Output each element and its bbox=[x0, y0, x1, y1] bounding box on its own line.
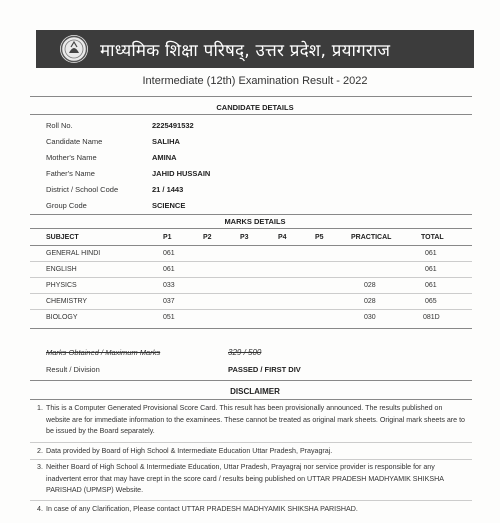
subject-cell: ENGLISH bbox=[46, 266, 77, 273]
mother-name-label: Mother's Name bbox=[46, 153, 97, 162]
p1-cell: 033 bbox=[163, 282, 175, 289]
divider bbox=[30, 459, 472, 460]
disclaimer-text: Data provided by Board of High School & Intermediate Education Uttar Pradesh, Prayagraj. bbox=[46, 447, 333, 455]
divider bbox=[30, 500, 472, 501]
result-division-value: PASSED / FIRST DIV bbox=[228, 365, 301, 374]
roll-no-value: 2225491532 bbox=[152, 121, 194, 130]
father-name-label: Father's Name bbox=[46, 169, 95, 178]
divider bbox=[30, 380, 472, 381]
divider bbox=[30, 214, 472, 215]
total-cell: 065 bbox=[425, 298, 437, 305]
list-item bbox=[37, 446, 466, 458]
district-school-code-label: District / School Code bbox=[46, 185, 119, 194]
disclaimer-number: 1. bbox=[37, 404, 43, 412]
p1-cell: 051 bbox=[163, 314, 175, 321]
p1-cell: 061 bbox=[163, 266, 175, 273]
total-header: TOTAL bbox=[421, 234, 444, 241]
roll-no-label: Roll No. bbox=[46, 121, 73, 130]
divider bbox=[30, 328, 472, 329]
divider bbox=[30, 228, 472, 229]
district-school-code-value: 21 / 1443 bbox=[152, 185, 184, 194]
result-division-label: Result / Division bbox=[46, 365, 100, 374]
divider bbox=[30, 96, 472, 97]
disclaimer-number: 2. bbox=[37, 447, 43, 455]
disclaimer-heading: DISCLAIMER bbox=[230, 387, 280, 396]
disclaimer-number: 3. bbox=[37, 463, 43, 471]
candidate-name-label: Candidate Name bbox=[46, 137, 103, 146]
subject-cell: CHEMISTRY bbox=[46, 298, 88, 305]
divider bbox=[30, 309, 472, 310]
practical-cell: 028 bbox=[364, 298, 376, 305]
p1-cell: 061 bbox=[163, 250, 175, 257]
p3-header: P3 bbox=[240, 234, 249, 241]
disclaimer-number: 4. bbox=[37, 505, 43, 513]
exam-result-title: Intermediate (12th) Examination Result - 2022 bbox=[142, 75, 368, 87]
marks-obtained-value: 329 / 500 bbox=[228, 348, 262, 357]
divider bbox=[30, 114, 472, 115]
practical-header: PRACTICAL bbox=[351, 234, 392, 241]
board-header-banner bbox=[36, 30, 474, 68]
subject-cell: GENERAL HINDI bbox=[46, 250, 101, 257]
total-cell: 061 bbox=[425, 250, 437, 257]
father-name-value: JAHID HUSSAIN bbox=[152, 169, 211, 178]
p4-header: P4 bbox=[278, 234, 287, 241]
p5-header: P5 bbox=[315, 234, 324, 241]
practical-cell: 030 bbox=[364, 314, 376, 321]
subject-cell: PHYSICS bbox=[46, 282, 77, 289]
divider bbox=[30, 442, 472, 443]
candidate-details-heading: CANDIDATE DETAILS bbox=[216, 103, 294, 112]
p1-cell: 037 bbox=[163, 298, 175, 305]
subject-header: SUBJECT bbox=[46, 234, 79, 241]
divider bbox=[30, 245, 472, 246]
divider bbox=[30, 293, 472, 294]
candidate-name-value: SALIHA bbox=[152, 137, 180, 146]
subject-cell: BIOLOGY bbox=[46, 314, 78, 321]
practical-cell: 028 bbox=[364, 282, 376, 289]
mother-name-value: AMINA bbox=[152, 153, 177, 162]
p2-header: P2 bbox=[203, 234, 212, 241]
disclaimer-text: This is a Computer Generated Provisional Score Card. This result has been provisionally announced. The results published on website are for immediate information to the examinees. These cannot be treated as original mark sheets. Original mark sheets are to be issued by the Board separately. bbox=[46, 404, 466, 436]
divider bbox=[30, 261, 472, 262]
list-item bbox=[37, 403, 466, 438]
list-item bbox=[37, 462, 466, 497]
marks-details-heading: MARKS DETAILS bbox=[224, 217, 286, 226]
up-government-emblem-icon bbox=[60, 35, 88, 63]
group-code-value: SCIENCE bbox=[152, 201, 186, 210]
total-cell: 061 bbox=[425, 282, 437, 289]
board-name-title: माध्यमिक शिक्षा परिषद्, उत्तर प्रदेश, प्रयागराज bbox=[100, 40, 391, 61]
group-code-label: Group Code bbox=[46, 201, 87, 210]
divider bbox=[30, 277, 472, 278]
marks-obtained-label: Marks Obtained / Maximum Marks bbox=[46, 348, 161, 357]
divider bbox=[30, 399, 472, 400]
list-item bbox=[37, 504, 466, 516]
total-cell: 081D bbox=[423, 314, 440, 321]
p1-header: P1 bbox=[163, 234, 172, 241]
disclaimer-text: Neither Board of High School & Intermediate Education, Uttar Pradesh, Prayagraj nor service provider is responsible for any inadvertent error that may have crept in the score card / results being published on UTTAR PRADESH MADHYAMIK SHIKSHA PARISHAD (UPMSP) Website. bbox=[46, 463, 444, 495]
disclaimer-text: In case of any Clarification, Please contact UTTAR PRADESH MADHYAMIK SHIKSHA PARISHAD. bbox=[46, 505, 358, 513]
total-cell: 061 bbox=[425, 266, 437, 273]
